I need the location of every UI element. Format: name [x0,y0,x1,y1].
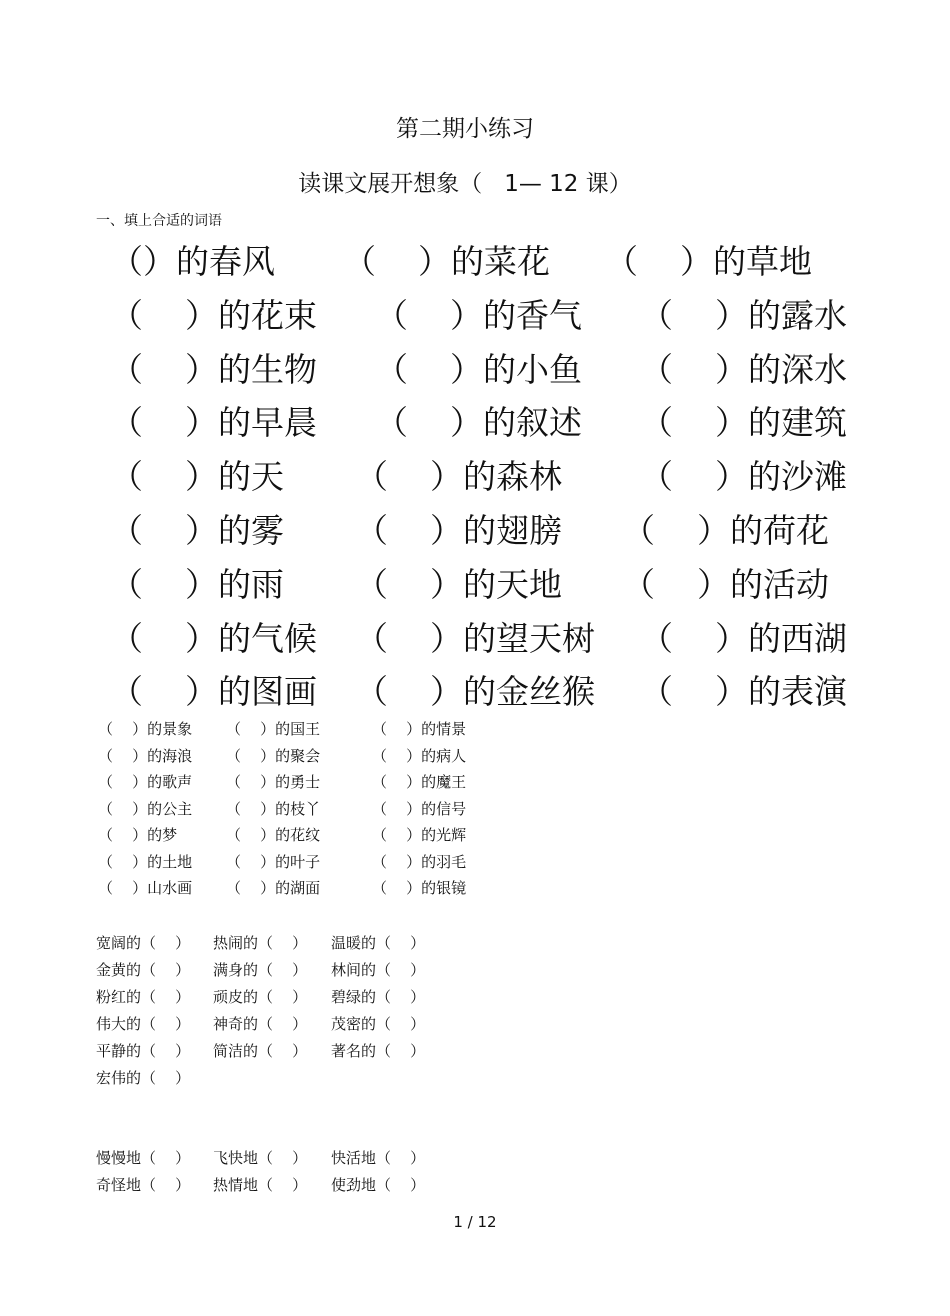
adj-blank-item: 平静的（ ） [96,1042,191,1060]
small-blank-item: （ ）的枝丫 [226,799,321,818]
big-blank-item: （ ）的荷花 [622,511,829,550]
adj-blank-item: 碧绿的（ ） [331,988,426,1006]
adv-blank-item: 使劲地（ ） [331,1176,426,1194]
big-blank-item: （ ）的望天树 [355,618,595,658]
adj-blank-item: 热闹的（ ） [213,934,308,952]
small-blank-item: （ ）的海浪 [98,746,193,765]
page-title: 第二期小练习 [396,116,534,142]
adj-blank-item: 著名的（ ） [331,1042,426,1060]
adv-blank-item: 热情地（ ） [213,1176,308,1194]
adv-blank-item: 飞快地（ ） [213,1149,308,1167]
big-blank-item: （ ）的菜花 [343,242,550,281]
small-blank-item: （ ）的病人 [372,746,467,765]
big-blank-item: （ ）的图画 [110,672,317,712]
small-blank-item: （ ）的国王 [226,720,321,738]
small-blank-item: （ ）的花纹 [226,826,321,844]
page-subtitle: 读课文展开想象（ 1— 12 课） [298,171,632,197]
adj-blank-item: 神奇的（ ） [213,1015,308,1033]
adv-blank-item: 快活地（ ） [331,1149,426,1167]
small-blank-item: （ ）的情景 [372,720,467,738]
adj-blank-item: 宽阔的（ ） [96,934,191,952]
big-blank-item: （ ）的金丝猴 [355,672,595,712]
small-blank-item: （ ）的公主 [98,799,193,818]
adj-blank-item: 粉红的（ ） [96,988,191,1006]
adj-blank-item: 简洁的（ ） [213,1042,308,1060]
big-blank-item: （）的春风 [110,242,275,281]
big-blank-item: （ ）的深水 [640,349,847,389]
adj-blank-item: 温暖的（ ） [331,934,426,952]
adj-blank-item: 满身的（ ） [213,961,308,979]
big-blank-item: （ ）的建筑 [640,403,847,443]
small-blank-item: （ ）的土地 [98,852,193,871]
big-blank-item: （ ）的翅膀 [355,511,562,550]
small-blank-item: （ ）的湖面 [226,879,321,897]
small-blank-item: （ ）的梦 [98,826,178,844]
adj-blank-item: 金黄的（ ） [96,961,191,979]
big-blank-item: （ ）的雨 [110,564,284,604]
small-blank-item: （ ）的勇士 [226,773,321,791]
small-blank-item: （ ）的魔王 [372,773,467,791]
big-blank-item: （ ）的叙述 [375,403,582,443]
adj-blank-item: 伟大的（ ） [96,1015,191,1033]
small-blank-item: （ ）的景象 [98,720,193,738]
big-blank-item: （ ）的西湖 [640,618,847,658]
big-blank-item: （ ）的天 [110,457,284,497]
big-blank-item: （ ）的森林 [355,457,562,497]
small-blank-item: （ ）的聚会 [226,746,321,765]
big-blank-item: （ ）的活动 [622,564,829,604]
adv-blank-item: 奇怪地（ ） [96,1176,191,1194]
adv-blank-item: 慢慢地（ ） [96,1149,191,1167]
big-blank-item: （ ）的沙滩 [640,457,847,497]
big-blank-item: （ ）的早晨 [110,403,317,443]
big-blank-item: （ ）的表演 [640,672,847,712]
small-blank-item: （ ）的叶子 [226,852,321,871]
big-blank-item: （ ）的雾 [110,511,284,550]
big-blank-item: （ ）的天地 [355,564,562,604]
small-blank-item: （ ）的信号 [372,799,467,818]
big-blank-item: （ ）的气候 [110,618,317,658]
big-blank-item: （ ）的小鱼 [375,349,582,389]
small-blank-item: （ ）的光辉 [372,826,467,844]
adj-blank-item: 茂密的（ ） [331,1015,426,1033]
small-blank-item: （ ）山水画 [98,879,193,897]
big-blank-item: （ ）的香气 [375,295,582,335]
page-number: 1 / 12 [453,1213,497,1231]
small-blank-item: （ ）的银镜 [372,879,467,897]
section-heading: 一、填上合适的词语 [96,213,222,229]
small-blank-item: （ ）的羽毛 [372,852,467,871]
adj-blank-item: 顽皮的（ ） [213,988,308,1006]
adj-blank-item: 宏伟的（ ） [96,1069,191,1087]
adj-blank-item: 林间的（ ） [331,961,426,979]
big-blank-item: （ ）的草地 [605,242,812,281]
big-blank-item: （ ）的露水 [640,295,847,335]
big-blank-item: （ ）的生物 [110,349,317,389]
big-blank-item: （ ）的花束 [110,295,317,335]
small-blank-item: （ ）的歌声 [98,773,193,791]
